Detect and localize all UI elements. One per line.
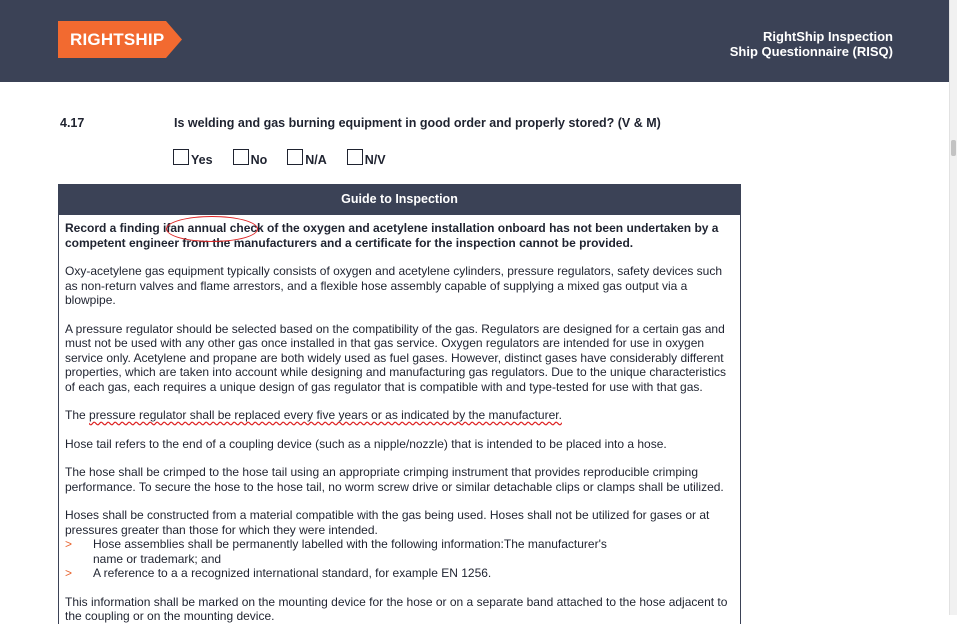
option-nv-label: N/V — [364, 153, 386, 167]
replacement-text-start: The — [65, 408, 90, 422]
scrollbar-thumb[interactable] — [951, 140, 956, 156]
option-nv[interactable] — [347, 147, 386, 167]
guide-paragraph-equipment: Oxy-acetylene gas equipment typically consists of oxygen and acetylene cylinders, pressure regulators, safety devices such as non-return valves and flame arrestors, and a flexible hose assembly capable of supplying a mixed gas output via a blowpipe. — [65, 264, 722, 307]
bullet-marker: > — [65, 537, 73, 551]
guide-paragraph-marking: This information shall be marked on the mounting device for the hose or on a separate band attached to the hose adjacent to the coupling or on the mounting device. — [65, 594, 728, 623]
question-number: 4.17 — [60, 116, 85, 130]
bullet-marker: > — [65, 566, 73, 580]
option-na[interactable] — [287, 147, 327, 167]
guide-paragraph-regulator: A pressure regulator should be selected based on the compatibility of the gas. Regulators are designed for a certain gas and must not be used with any other gas once installed in that gas service. Oxygen regulators are intended for use in oxygen service only. Acetylene and propane are both widely used as fuel gases. However, distinct gases have considerably different properties, which are taken into account while designing and manufacturing gas regulators. Due to the unique characteristics of each gas, each requires a unique design of gas regulator that is compatible with and type-tested for use with that gas. — [65, 321, 727, 394]
option-yes-label: Yes — [191, 153, 213, 167]
answer-options — [173, 147, 406, 167]
document-title-line2: Ship Questionnaire (RISQ) — [729, 44, 893, 59]
bullet-text: A reference to a a recognized international standard, for example EN 1256. — [93, 566, 492, 580]
bullet-item — [65, 537, 734, 566]
checkbox-na[interactable] — [287, 149, 303, 165]
document-title — [730, 29, 893, 59]
option-yes[interactable] — [173, 147, 213, 167]
scrollbar[interactable] — [949, 0, 957, 615]
checkbox-nv[interactable] — [347, 149, 363, 165]
checkbox-yes[interactable] — [173, 149, 189, 165]
guide-body — [59, 215, 740, 624]
guide-paragraph-hoses: Hoses shall be constructed from a material compatible with the gas being used. Hoses shall not be utilized for gases or at pressures greater than those for which they were intended. — [65, 508, 710, 537]
option-no[interactable] — [233, 147, 268, 167]
guide-paragraph-crimping: The hose shall be crimped to the hose tail using an appropriate crimping instrument that provides reproducible crimping performance. To secure the hose to the hose tail, no worm screw drive or similar detachable clips or clamps shall be utilized. — [65, 465, 724, 494]
replacement-underlined-text: pressure regulator shall be replaced every five years or as indicated by the manufacturer. — [89, 408, 562, 422]
bullet-item — [65, 566, 734, 581]
guide-title: Guide to Inspection — [59, 184, 740, 215]
rightship-logo — [58, 21, 182, 58]
annual-check-text: an annual check — [170, 221, 264, 235]
option-no-label: No — [250, 153, 268, 167]
finding-text-end: of the oxygen and acetylene installation onboard has not been undertaken by a competent engineer from the manufacturers and a certificate for the inspection cannot be provided. — [65, 221, 719, 250]
bullet-text: Hose assemblies shall be permanently labelled with the following information:The manufacturer's name or trademark; and — [93, 537, 607, 566]
document-title-line1: RightShip Inspection — [763, 29, 893, 44]
logo-text: RIGHTSHIP — [70, 30, 165, 49]
annual-check-highlight — [170, 221, 263, 235]
guide-paragraph-finding — [65, 221, 734, 250]
guide-to-inspection — [58, 184, 741, 624]
finding-text-start: Record a finding if — [65, 221, 171, 235]
question-text: Is welding and gas burning equipment in good order and properly stored? (V & M) — [174, 116, 661, 130]
option-na-label: N/A — [305, 153, 327, 167]
checkbox-no[interactable] — [233, 149, 249, 165]
guide-paragraph-replacement — [65, 408, 734, 423]
guide-paragraph-hose-tail: Hose tail refers to the end of a coupling device (such as a nipple/nozzle) that is intended to be placed into a hose. — [65, 436, 667, 451]
